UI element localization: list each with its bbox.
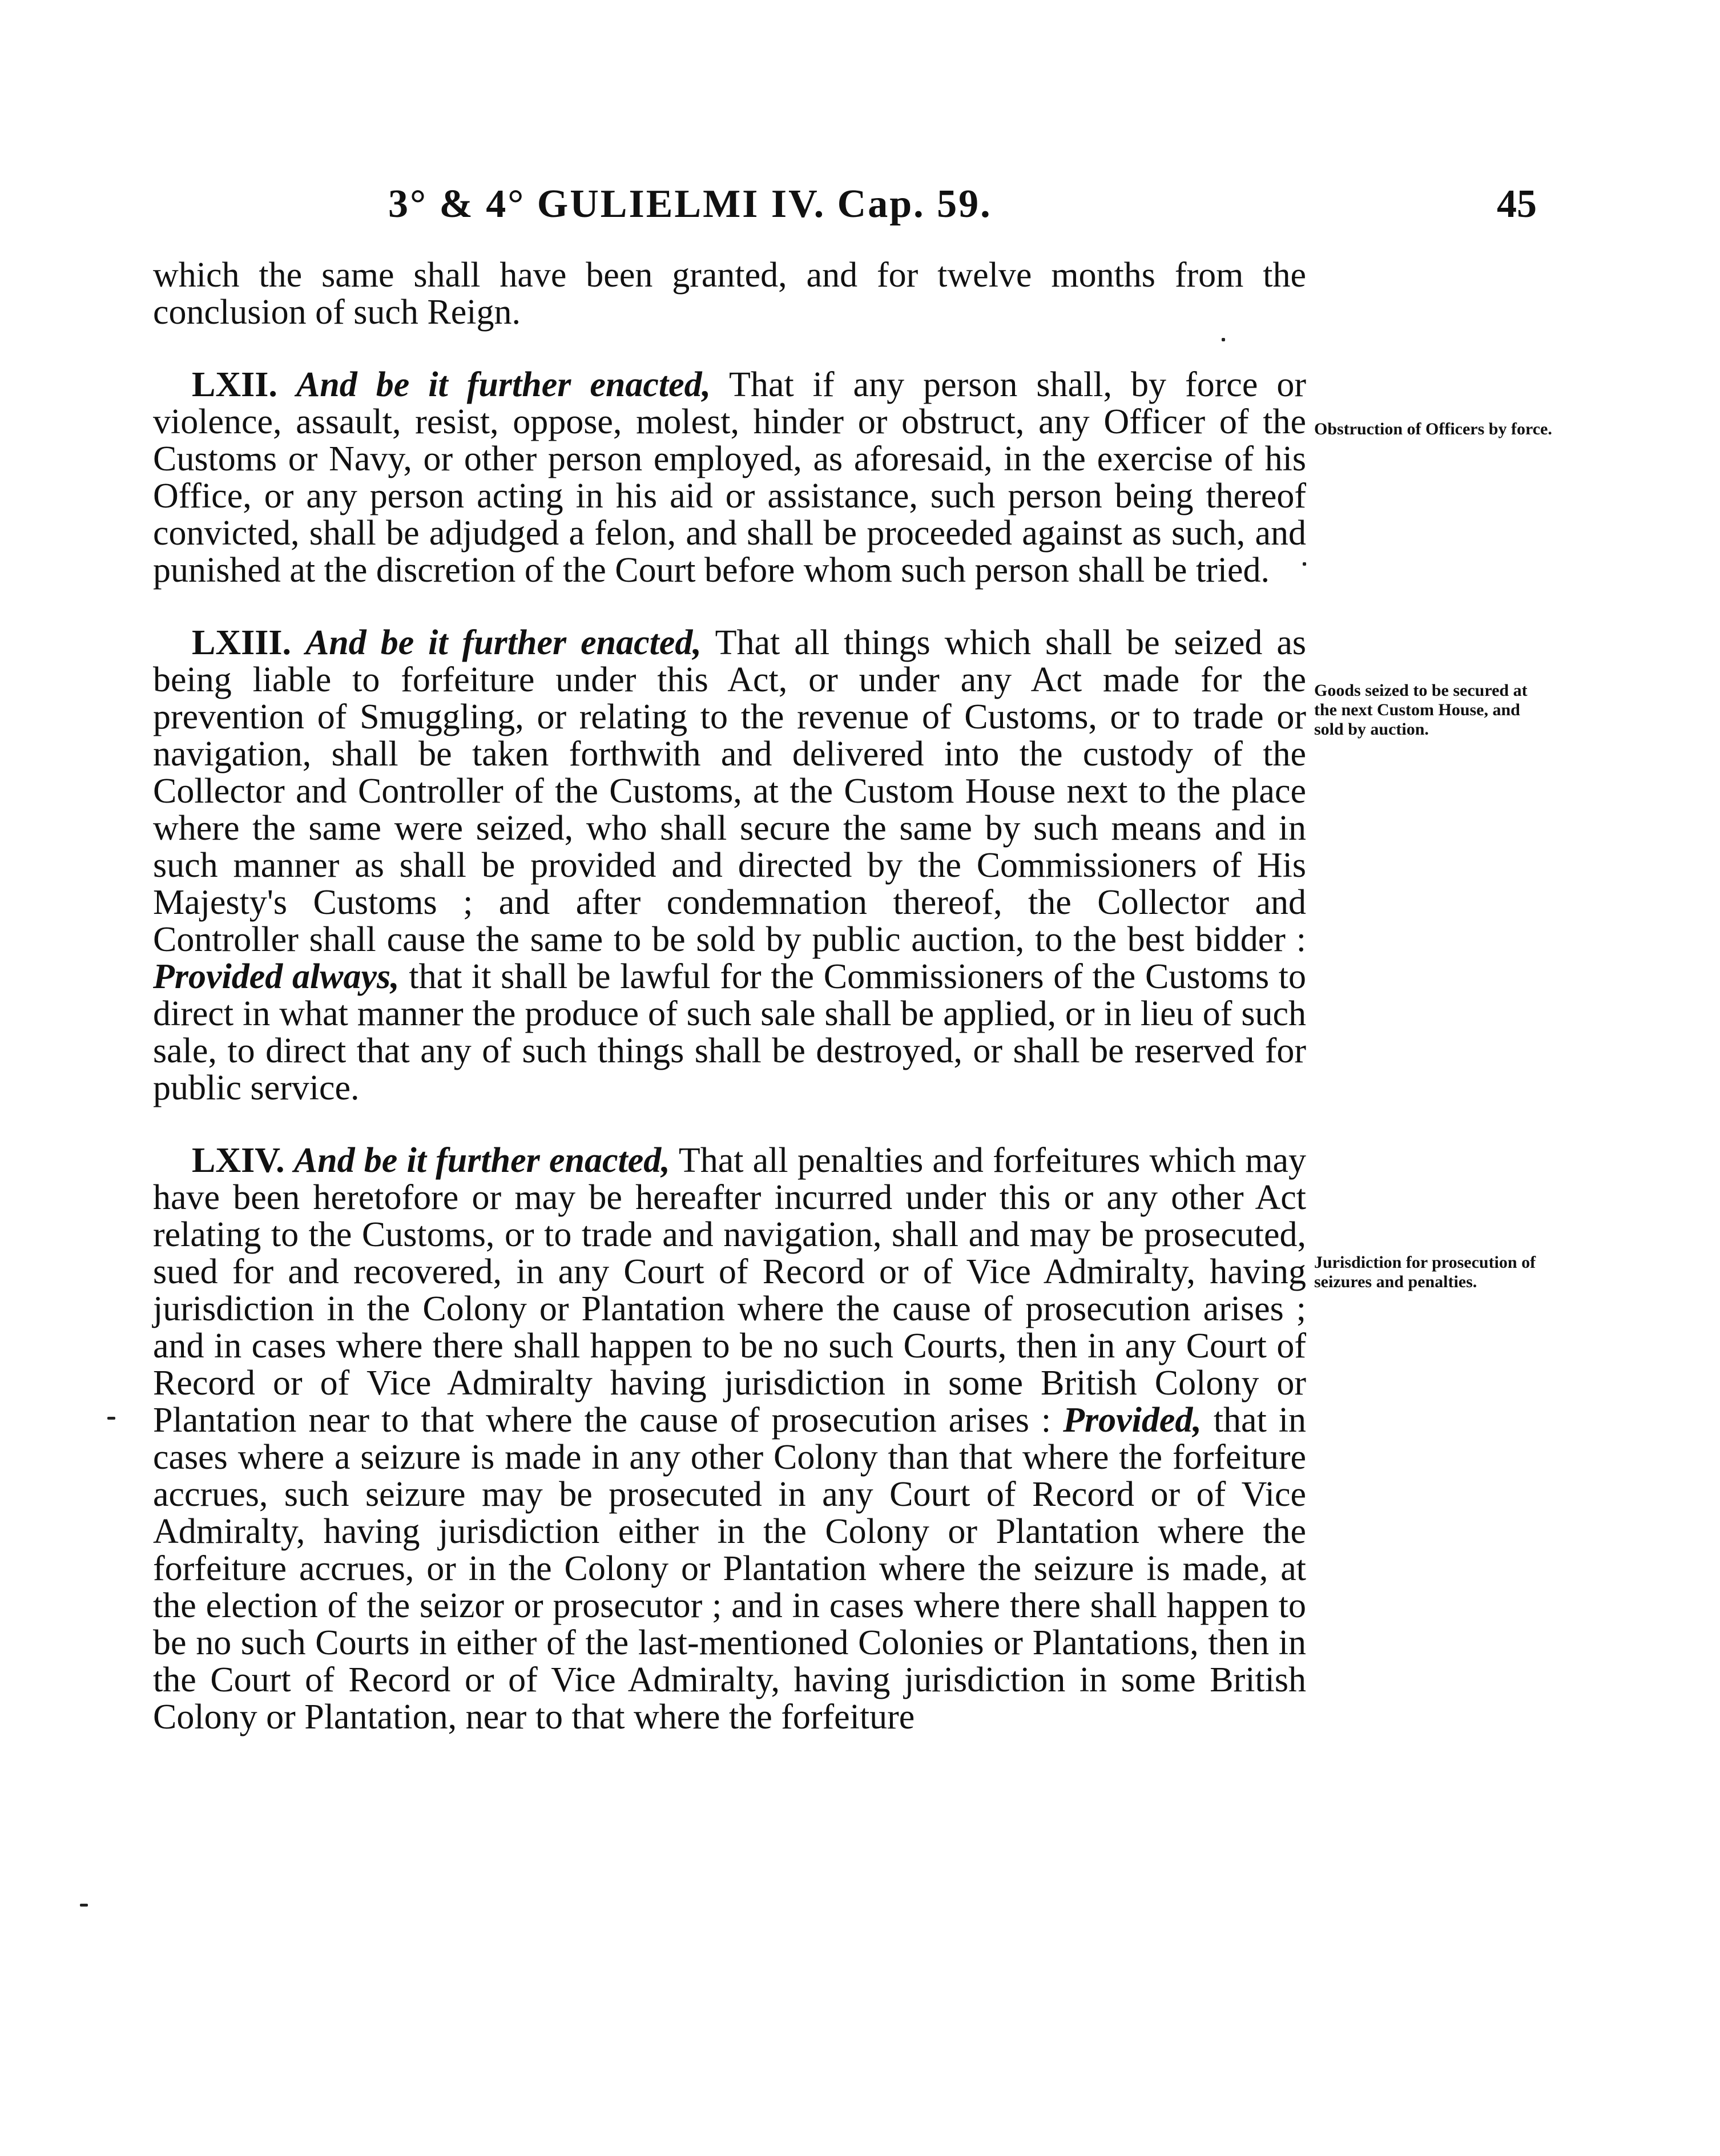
section-number: LXII.: [192, 365, 277, 404]
enacting-clause: And be it further enacted,: [296, 365, 711, 404]
margin-note-obstruction: Obstruction of Officers by force.: [1314, 420, 1552, 438]
section-paragraph: [153, 624, 1306, 1107]
section-lxiv: [153, 1142, 1306, 1736]
section-paragraph: [153, 1142, 1306, 1736]
section-text-after: that it shall be lawful for the Commissioners of the Customs to direct in what manner the produce of such sale shall be applied, or in lieu of such sale, to direct that any of such things shall be destroyed, or shall be reserved for public service.: [153, 957, 1306, 1107]
section-text: That if any person shall, by force or violence, assault, resist, oppose, molest, hinder or obstruct, any Officer of the Customs or Navy, or other person employed, as aforesaid, in the exercise of his Office, or any person acting in his aid or assistance, such person being thereof convicted, shall be adjudged a felon, and shall be proceeded against as such, and punished at the discretion of the Court before whom such person shall be tried.: [153, 365, 1307, 590]
section-text: That all penalties and forfeitures which may have been heretofore or may be hereafter incurred under this or any other Act relating to the Customs, or to trade and navigation, shall and may be prosecuted, sued for and recovered, in any Court of Record or of Vice Admiralty, having jurisdiction in the Colony or Plantation where the cause of prosecution arises ; and in cases where there shall happen to be no such Courts, then in any Court of Record or of Vice Admiralty having jurisdiction in some British Colony or Plantation near to that where the cause of prosecution arises :: [153, 1141, 1306, 1440]
enacting-clause: And be it further enacted,: [305, 623, 702, 662]
proviso-clause: Provided,: [1063, 1401, 1202, 1440]
section-lxiii: [153, 624, 1306, 1107]
margin-note-goods-seized: Goods seized to be secured at the next Custom House, and sold by auction.: [1314, 681, 1528, 739]
section-text: That all things which shall be seized as being liable to forfeiture under this Act, or under any Act made for the prevention of Smuggling, or relating to the revenue of Customs, or to trade or navigation, shall be taken forthwith and delivered into the custody of the Collector and Controller of the Customs, at the Custom House next to the place where the same were seized, who shall secure the same by such means and in such manner as shall be provided and directed by the Commissioners of His Majesty's Customs ; and after condemnation thereof, the Collector and Controller shall cause the same to be sold by public auction, to the best bidder :: [153, 623, 1306, 959]
scan-speck: [1222, 338, 1225, 341]
section-number: LXIII.: [192, 623, 292, 662]
margin-note-jurisdiction: Jurisdiction for prosecution of seizures and penalties.: [1314, 1253, 1536, 1291]
running-head: [0, 182, 1720, 233]
section-text-after: that in cases where a seizure is made in any other Colony than that where the forfeiture accrues, such seizure may be prosecuted in any Court of Record or of Vice Admiralty, having jurisdiction either in the Colony or Plantation where the forfeiture accrues, or in the Colony or Plantation where the seizure is made, at the election of the seizor or prosecutor ; and in cases where there shall happen to be no such Courts in either of the last-mentioned Colonies or Plantations, then in the Court of Record or of Vice Admiralty, having jurisdiction in some British Colony or Plantation, near to that where the forfeiture: [153, 1401, 1306, 1736]
running-title: 3° & 4° GULIELMI IV. Cap. 59.: [388, 182, 992, 226]
scan-speck: [107, 1417, 115, 1420]
page-number: 45: [1497, 182, 1537, 226]
continuation-block: [153, 257, 1306, 331]
section-number: LXIV.: [192, 1141, 285, 1180]
scan-speck: [1303, 562, 1306, 566]
section-lxii: [153, 366, 1306, 589]
continuation-paragraph: which the same shall have been granted, and for twelve months from the conclusion of such Reign.: [153, 256, 1306, 332]
proviso-clause: Provided always,: [153, 957, 400, 996]
section-paragraph: [153, 366, 1306, 589]
body-text: [153, 257, 1306, 1771]
scan-speck: [80, 1904, 88, 1907]
enacting-clause: And be it further enacted,: [293, 1141, 670, 1180]
